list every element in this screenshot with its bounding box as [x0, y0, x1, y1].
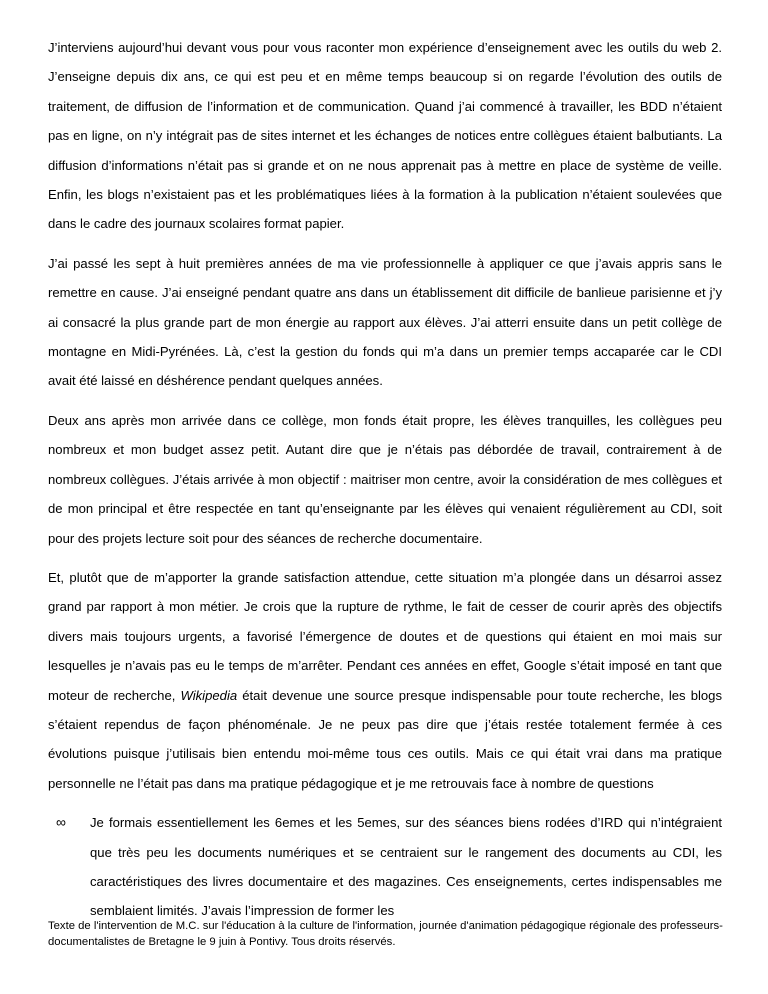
paragraph-4-text-b: était devenue une source presque indispensable pour toute recherche, les blogs s’étaient rependus de façon phénoménale. Je ne peux pas dire que j’étais restée totalement fermée à ces évolutions puisque j’utilisais bien entendu moi-même tous ces outils. Mais ce qui était vrai dans ma pratique personnelle ne l’était pas dans ma pratique pédagogique et je me retrouvais face à nombre de questions [48, 687, 723, 791]
list-item-text: Je formais essentiellement les 6emes et les 5emes, sur des séances biens rodées d’IRD qui n’intégraient que très peu les documents numériques et se centraient sur le rangement des documents au CDI, les caractéristiques des livres documentaire et des magazines. Ces enseignements, certes indispensables me semblaient limités. J’avais l’impression de former les [90, 815, 722, 919]
list-item [48, 808, 722, 926]
document-body [48, 33, 722, 926]
bullet-list [48, 808, 722, 926]
paragraph-1: J’interviens aujourd’hui devant vous pour vous raconter mon expérience d’enseignement avec les outils du web 2. J’enseigne depuis dix ans, ce qui est peu et en même temps beaucoup si on regarde l’évolution des outils de traitement, de diffusion de l’information et de communication. Quand j’ai commencé à travailler, les BDD n’étaient pas en ligne, on n’y intégrait pas de sites internet et les échanges de notices entre collègues étaient balbutiants. La diffusion d’informations n’était pas si grande et on ne nous apprenait pas à mettre en place de système de veille. Enfin, les blogs n’existaient pas et les problématiques liées à la formation à la publication n’étaient soulevées que dans le cadre des journaux scolaires format papier. [48, 40, 722, 232]
paragraph-4 [48, 563, 722, 798]
paragraph-2: J’ai passé les sept à huit premières années de ma vie professionnelle à appliquer ce que j’avais appris sans le remettre en cause. J’ai enseigné pendant quatre ans dans un établissement dit difficile de banlieue parisienne et j’y ai consacré la plus grande part de mon énergie au rapport aux élèves. J’ai atterri ensuite dans un petit collège de montagne en Midi-Pyrénées. Là, c’est la gestion du fonds qui m’a dans un premier temps accaparée car le CDI avait été laissé en déshérence pendant quelques années. [48, 255, 722, 389]
paragraph-4-text-a: Et, plutôt que de m’apporter la grande satisfaction attendue, cette situation m’a plongée dans un désarroi assez grand par rapport à mon métier. Je crois que la rupture de rythme, le fait de cesser de courir après des objectifs divers mais toujours urgents, a favorisé l’émergence de doutes et de questions qui étaient en moi mais sur lesquelles je n’avais pas eu le temps de m’arrêter. Pendant ces années en effet, Google s’était imposé en tant que moteur de recherche, [48, 569, 722, 703]
infinity-bullet-icon: ∞ [56, 814, 66, 831]
wikipedia-italic: Wikipedia [180, 687, 238, 703]
paragraph-3: Deux ans après mon arrivée dans ce collège, mon fonds était propre, les élèves tranquilles, les collègues peu nombreux et mon budget assez petit. Autant dire que je n’étais pas débordée de travail, contrairement à de nombreux collègues. J’étais arrivée à mon objectif : maitriser mon centre, avoir la considération de mes collègues et de mon principal et être respectée en tant qu’enseignante par les élèves qui venaient régulièrement au CDI, soit pour des projets lecture soit pour des séances de recherche documentaire. [48, 412, 722, 546]
page-footer: Texte de l'intervention de M.C. sur l'éducation à la culture de l'information, journée d'animation pédagogique régionale des professeurs-documentalistes de Bretagne le 9 juin à Pontivy. Tous droits réservés. [48, 920, 723, 948]
